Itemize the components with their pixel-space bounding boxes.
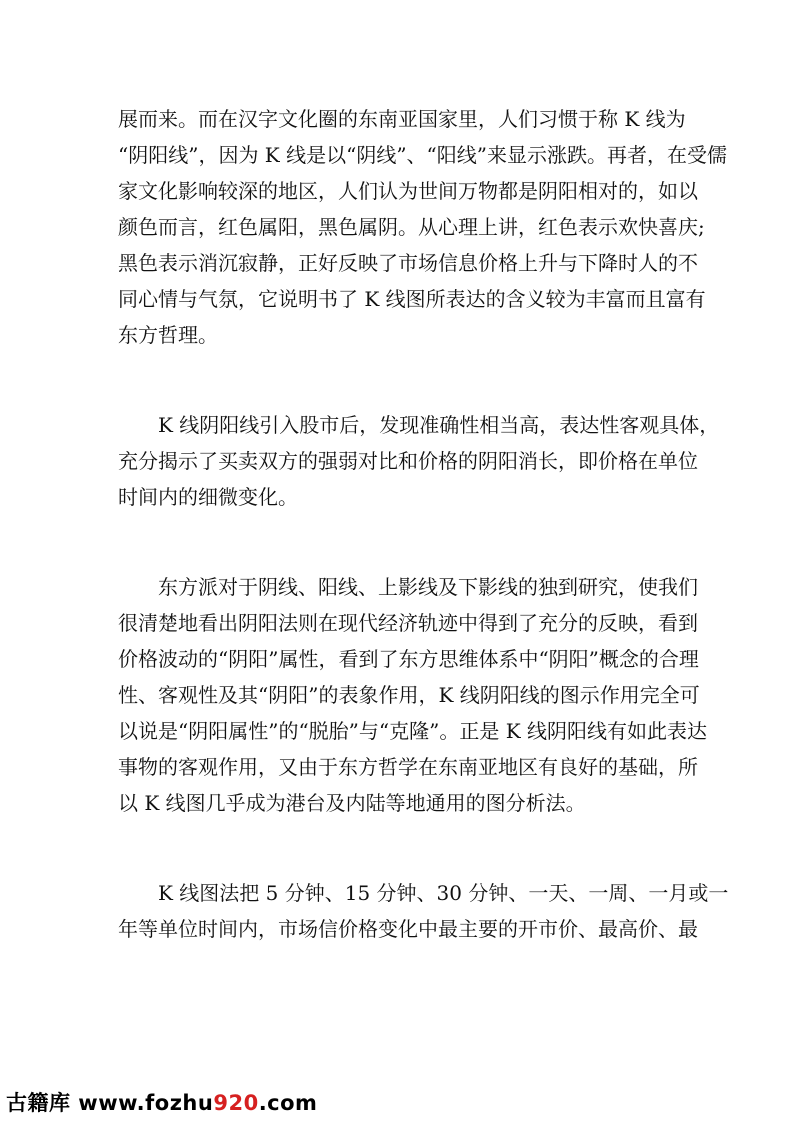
paragraph-gap bbox=[118, 353, 678, 407]
text-line: K 线阴阳线引入股市后，发现准确性相当高，表达性客观具体， bbox=[118, 413, 720, 437]
text-line: 以说是“阴阳属性”的“脱胎”与“克隆”。正是 K 线阴阳线有如此表达 bbox=[118, 719, 708, 743]
text-line: 东方派对于阴线、阳线、上影线及下影线的独到研究，使我们 bbox=[118, 575, 698, 599]
paragraph-3 bbox=[118, 569, 708, 821]
text-line: 以 K 线图几乎成为港台及内陆等地通用的图分析法。 bbox=[118, 791, 586, 815]
text-line: 黑色表示消沉寂静，正好反映了市场信息价格上升与下降时人的不 bbox=[118, 251, 698, 275]
text-line: 很清楚地看出阴阳法则在现代经济轨迹中得到了充分的反映，看到 bbox=[118, 611, 698, 635]
site-watermark bbox=[6, 1087, 317, 1117]
watermark-prefix: 古籍库 www.fozhu bbox=[6, 1091, 214, 1115]
text-line: 展而来。而在汉字文化圈的东南亚国家里，人们习惯于称 K 线为 bbox=[118, 107, 686, 131]
text-line: 同心情与气氛，它说明书了 K 线图所表达的含义较为丰富而且富有 bbox=[118, 287, 706, 311]
paragraph-2 bbox=[118, 407, 720, 515]
text-line: K 线图法把 5 分钟、15 分钟、30 分钟、一天、一周、一月或一 bbox=[118, 881, 729, 905]
watermark-number: 920 bbox=[213, 1091, 259, 1115]
paragraph-1 bbox=[118, 101, 728, 353]
text-line: 充分揭示了买卖双方的强弱对比和价格的阴阳消长，即价格在单位 bbox=[118, 449, 698, 473]
text-line: 年等单位时间内，市场信价格变化中最主要的开市价、最高价、最 bbox=[118, 917, 698, 941]
document-body bbox=[118, 101, 729, 947]
paragraph-4 bbox=[118, 875, 729, 947]
text-line: 时间内的细微变化。 bbox=[118, 485, 298, 509]
text-line: 东方哲理。 bbox=[118, 323, 218, 347]
paragraph-gap bbox=[118, 515, 678, 569]
text-line: 事物的客观作用，又由于东方哲学在东南亚地区有良好的基础，所 bbox=[118, 755, 698, 779]
watermark-suffix: .com bbox=[258, 1091, 318, 1115]
paragraph-gap bbox=[118, 821, 678, 875]
text-line: 家文化影响较深的地区，人们认为世间万物都是阴阳相对的，如以 bbox=[118, 179, 698, 203]
text-line: “阴阳线”，因为 K 线是以“阴线”、“阳线”来显示涨跌。再者，在受儒 bbox=[118, 143, 728, 167]
text-line: 颜色而言，红色属阳，黑色属阴。从心理上讲，红色表示欢快喜庆; bbox=[118, 215, 705, 239]
text-line: 性、客观性及其“阴阳”的表象作用，K 线阴阳线的图示作用完全可 bbox=[118, 683, 700, 707]
text-line: 价格波动的“阴阳”属性，看到了东方思维体系中“阴阳”概念的合理 bbox=[118, 647, 699, 671]
